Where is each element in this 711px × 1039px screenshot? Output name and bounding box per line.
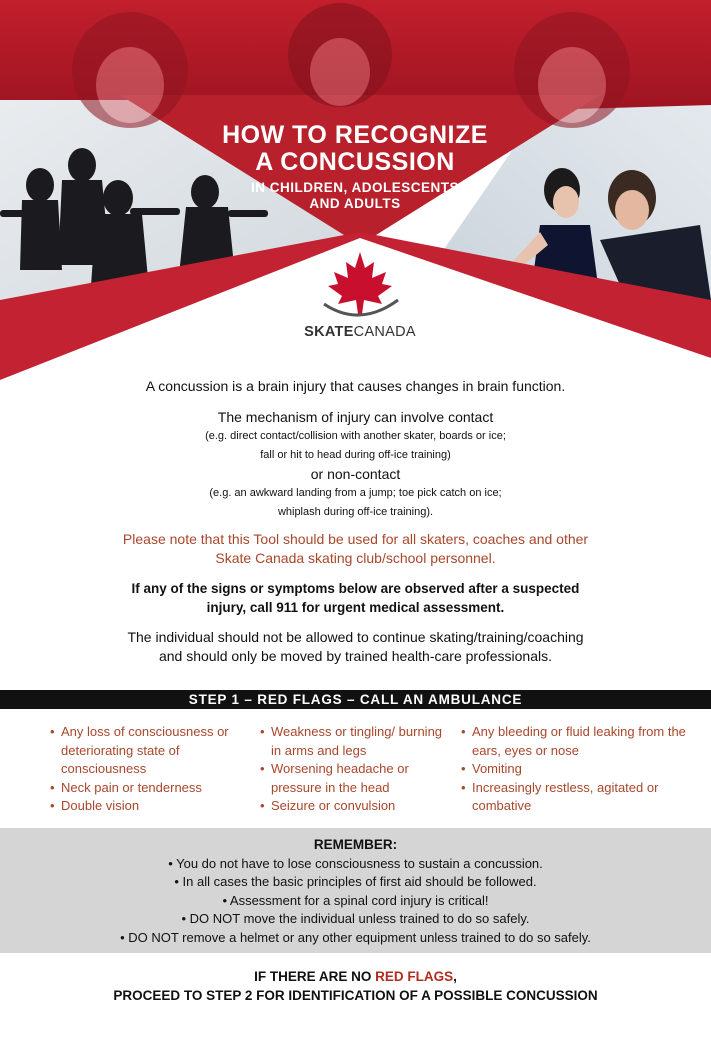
noncontact-example-1: (e.g. an awkward landing from a jump; toe pick catch on ice; — [209, 487, 502, 499]
red-flags-emphasis: RED FLAGS — [375, 969, 454, 984]
note-line-1: Please note that this Tool should be used for all skaters, coaches and other — [122, 531, 589, 547]
page-title — [150, 122, 560, 176]
note-line-2: Skate Canada skating club/school personnel. — [215, 550, 496, 566]
non-contact-line: or non-contact — [310, 466, 401, 482]
red-flags-column-2 — [260, 723, 450, 816]
red-flags-column-3 — [461, 723, 701, 816]
logo-wordmark — [290, 324, 430, 340]
red-flag-item: • Neck pain or tenderness — [50, 779, 250, 798]
remember-item: • You do not have to lose consciousness to sustain a concussion. — [168, 855, 543, 871]
footer-comma: , — [453, 969, 457, 984]
next-step-instruction — [0, 968, 711, 1005]
remember-title: REMEMBER: — [313, 837, 398, 852]
footer-line-1 — [0, 968, 711, 987]
warning-line-1: If any of the signs or symptoms below are observed after a suspected — [131, 581, 580, 596]
warning-line-2: injury, call 911 for urgent medical assessment. — [206, 600, 505, 615]
title-line-1: HOW TO RECOGNIZE — [222, 121, 488, 149]
injury-mechanism — [40, 408, 671, 522]
tool-usage-note — [40, 530, 671, 568]
remember-item: • In all cases the basic principles of first aid should be followed. — [174, 874, 537, 890]
concussion-definition: A concussion is a brain injury that causes changes in brain function. — [145, 378, 566, 394]
helmet-face-center — [288, 3, 392, 107]
red-flag-item: • Any bleeding or fluid leaking from the ears, eyes or nose — [461, 723, 701, 760]
red-flag-item: • Worsening headache or pressure in the head — [260, 760, 450, 797]
remember-box — [0, 828, 711, 953]
red-flag-item: • Double vision — [50, 797, 250, 816]
footer-line-2: PROCEED TO STEP 2 FOR IDENTIFICATION OF A POSSIBLE CONCUSSION — [113, 987, 598, 1003]
individual-line-2: and should only be moved by trained health-care professionals. — [158, 648, 553, 664]
noncontact-example-2: whiplash during off-ice training). — [277, 506, 434, 518]
call-911-warning — [40, 579, 671, 617]
logo-wordmark-regular: CANADA — [353, 324, 416, 340]
mechanism-line: The mechanism of injury can involve contact — [217, 409, 494, 425]
subtitle-line-1: IN CHILDREN, ADOLESCENTS — [250, 180, 459, 195]
red-flags-list — [0, 723, 711, 823]
title-line-2: A CONCUSSION — [255, 148, 455, 176]
helmet-face-left — [72, 12, 188, 128]
helmet-face-right — [514, 12, 630, 128]
step-1-header: STEP 1 – RED FLAGS – CALL AN AMBULANCE — [0, 690, 711, 709]
contact-example-2: fall or hit to head during off-ice training) — [260, 449, 451, 461]
red-flag-item: • Seizure or convulsion — [260, 797, 450, 816]
logo-wordmark-bold: SKATE — [304, 324, 354, 340]
maple-leaf-icon — [290, 248, 430, 324]
individual-line-1: The individual should not be allowed to continue skating/training/coaching — [127, 629, 584, 645]
red-flag-item: • Increasingly restless, agitated or combative — [461, 779, 701, 816]
footer-prefix: IF THERE ARE NO — [254, 969, 376, 984]
red-flag-item: • Weakness or tingling/ burning in arms and legs — [260, 723, 450, 760]
page-subtitle — [150, 180, 560, 212]
remember-item: • DO NOT move the individual unless trained to do so safely. — [181, 911, 530, 927]
individual-guidance — [40, 628, 671, 666]
hero-banner — [0, 0, 711, 380]
red-flag-item: • Vomiting — [461, 760, 701, 779]
red-flags-column-1 — [50, 723, 250, 816]
subtitle-line-2: AND ADULTS — [309, 196, 401, 211]
skate-canada-logo — [290, 248, 430, 348]
remember-item: • Assessment for a spinal cord injury is critical! — [222, 892, 489, 908]
contact-example-1: (e.g. direct contact/collision with another skater, boards or ice; — [205, 430, 506, 442]
remember-item: • DO NOT remove a helmet or any other equipment unless trained to do so safely. — [120, 929, 591, 945]
red-flag-item: • Any loss of consciousness or deteriorating state of consciousness — [50, 723, 250, 779]
